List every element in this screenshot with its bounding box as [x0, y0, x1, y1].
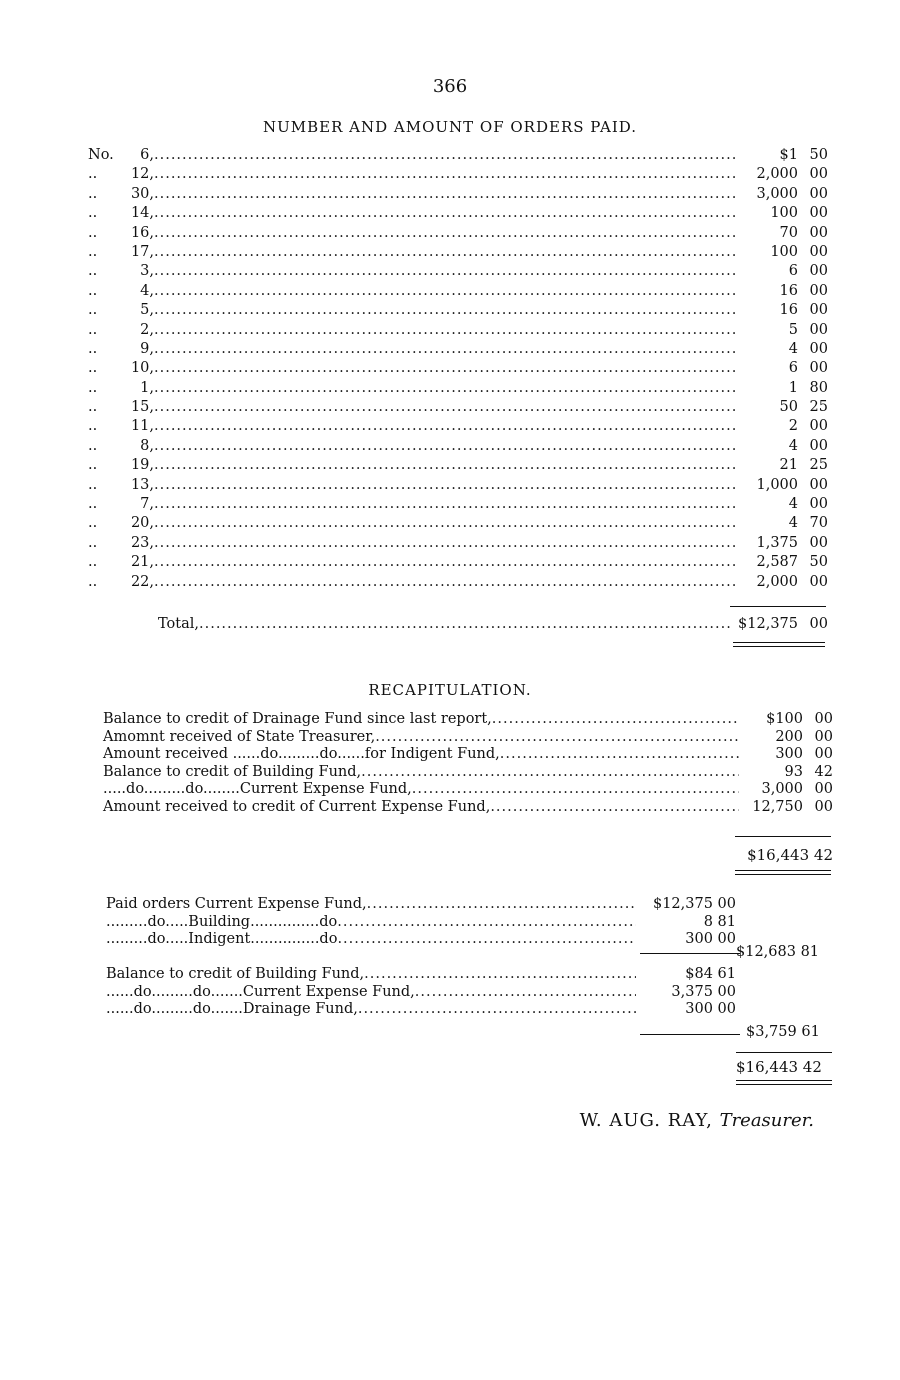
order-cents: 00: [809, 496, 828, 513]
order-cents: 00: [809, 263, 828, 280]
paid-orders-block: [106, 896, 836, 949]
order-number: 2,: [140, 321, 154, 338]
order-row: [88, 359, 828, 378]
leader-dots: [154, 398, 736, 417]
order-row: [88, 185, 828, 204]
recap-row: [103, 799, 833, 817]
order-dollars: 4: [788, 437, 798, 454]
row-label: Balance to credit of Building Fund,: [106, 966, 365, 982]
order-dollars: 70: [779, 224, 798, 241]
leader-dots: [337, 914, 636, 932]
order-cents: 00: [809, 340, 828, 357]
order-prefix: ..: [88, 321, 98, 338]
order-row: [88, 437, 828, 456]
row-amount: 300 00: [685, 1001, 736, 1017]
order-row: [88, 262, 828, 281]
orders-title: NUMBER AND AMOUNT OF ORDERS PAID.: [262, 118, 638, 136]
order-row: [88, 282, 828, 301]
balance-subtotal-rule: [640, 1034, 740, 1035]
order-dollars: 3,000: [756, 185, 798, 202]
order-cents: 00: [809, 437, 828, 454]
order-prefix: ..: [88, 205, 98, 222]
leader-dots: [154, 573, 736, 592]
order-dollars: 5: [788, 321, 798, 338]
order-dollars: 16: [779, 282, 798, 299]
leader-dots: [154, 282, 736, 301]
order-prefix: No.: [88, 147, 114, 163]
order-dollars: 2,587: [756, 554, 798, 571]
leader-dots: [154, 456, 736, 475]
order-number: 16,: [130, 224, 154, 241]
order-cents: 00: [809, 573, 828, 590]
order-dollars: 4: [788, 340, 798, 357]
leader-dots: [358, 1001, 636, 1019]
leader-dots: [337, 931, 636, 949]
order-number: 14,: [130, 205, 154, 222]
order-number: 22,: [130, 573, 154, 590]
order-prefix: ..: [88, 476, 98, 493]
leader-dots: [154, 340, 736, 359]
order-cents: 00: [809, 205, 828, 222]
order-prefix: ..: [88, 379, 98, 396]
leader-dots: [154, 301, 736, 320]
order-cents: 00: [809, 185, 828, 202]
order-row: [88, 243, 828, 262]
recap-total-rule-double-2: [735, 874, 831, 875]
paid-order-row: [106, 914, 836, 932]
order-number: 4,: [140, 282, 154, 299]
leader-dots: [154, 185, 736, 204]
leader-dots: [154, 417, 736, 436]
order-dollars: 2,000: [756, 166, 798, 183]
leader-dots: [364, 966, 636, 984]
order-dollars: 6: [788, 263, 798, 280]
orders-total-row: [158, 616, 828, 632]
order-row: [88, 553, 828, 572]
recap-table: [103, 711, 833, 816]
order-prefix: ..: [88, 437, 98, 454]
leader-dots: [154, 321, 736, 340]
leader-dots: [361, 764, 739, 782]
recap-total-rule-double-1: [735, 870, 831, 871]
leader-dots: [154, 437, 736, 456]
order-dollars: 16: [779, 302, 798, 319]
order-number: 5,: [140, 302, 154, 319]
order-cents: 50: [809, 554, 828, 571]
leader-dots: [154, 359, 736, 378]
order-prefix: ..: [88, 457, 98, 474]
order-prefix: ..: [88, 185, 98, 202]
recap-cents: 00: [814, 711, 833, 727]
order-dollars: $1: [779, 147, 798, 163]
order-cents: 70: [809, 515, 828, 532]
recap-cents: 42: [814, 763, 833, 780]
order-dollars: 50: [779, 399, 798, 416]
order-prefix: ..: [88, 302, 98, 319]
leader-dots: [154, 379, 736, 398]
leader-dots: [412, 781, 739, 799]
orders-total-rule-double-1: [733, 642, 825, 643]
recap-total-dollars: $16,443: [747, 846, 810, 864]
row-label: ......do.........do.......Drainage Fund,: [106, 1001, 358, 1017]
row-amount: 8 81: [703, 913, 736, 930]
recap-row: [103, 781, 833, 799]
order-row: [88, 224, 828, 243]
recap-label: Amomnt received of State Treasurer,: [103, 728, 376, 745]
leader-dots: [415, 984, 636, 1002]
order-prefix: ..: [88, 554, 98, 571]
order-number: 23,: [130, 534, 154, 551]
order-row: [88, 379, 828, 398]
order-cents: 25: [809, 399, 828, 416]
order-row: [88, 417, 828, 436]
order-cents: 00: [809, 302, 828, 319]
order-prefix: ..: [88, 263, 98, 280]
row-amount: 3,375 00: [671, 983, 736, 1000]
order-row: [88, 456, 828, 475]
order-cents: 00: [809, 534, 828, 551]
signature-role: Treasurer.: [719, 1110, 814, 1131]
balance-row: [106, 966, 836, 984]
leader-dots: [154, 553, 736, 572]
order-prefix: ..: [88, 496, 98, 513]
order-number: 7,: [140, 496, 154, 513]
recap-dollars: 93: [784, 763, 803, 780]
grand-total-rule-double-1: [736, 1080, 832, 1081]
leader-dots: [154, 262, 736, 281]
recap-dollars: 3,000: [761, 781, 803, 797]
order-number: 20,: [130, 515, 154, 532]
orders-table: [88, 146, 828, 592]
order-number: 10,: [130, 360, 154, 377]
order-prefix: ..: [88, 340, 98, 357]
order-dollars: 2: [788, 418, 798, 435]
row-label: Paid orders Current Expense Fund,: [106, 896, 367, 912]
leader-dots: [490, 799, 739, 817]
row-label: .........do.....Building...............do: [106, 913, 338, 930]
leader-dots: [154, 224, 736, 243]
recap-row: [103, 729, 833, 747]
order-number: 13,: [130, 476, 154, 493]
recap-row: [103, 746, 833, 764]
recap-total: [733, 846, 833, 864]
order-number: 15,: [130, 399, 154, 416]
order-prefix: ..: [88, 282, 98, 299]
orders-total-cents: 00: [809, 616, 828, 632]
order-prefix: ..: [88, 166, 98, 183]
balance-subtotal: $3,759 61: [746, 1024, 820, 1040]
order-number: 1,: [140, 379, 154, 396]
order-cents: 50: [809, 147, 828, 163]
order-number: 11,: [130, 418, 154, 435]
order-number: 21,: [130, 554, 154, 571]
order-cents: 25: [809, 457, 828, 474]
order-dollars: 100: [770, 205, 798, 222]
signature: [580, 1110, 814, 1131]
order-number: 12,: [130, 166, 154, 183]
recap-total-rule-top: [735, 836, 831, 837]
recap-cents: 00: [814, 781, 833, 797]
orders-total-dollars: $12,375: [738, 616, 798, 632]
order-row: [88, 146, 828, 165]
order-prefix: ..: [88, 573, 98, 590]
order-number: 30,: [130, 185, 154, 202]
order-number: 17,: [130, 243, 154, 260]
order-dollars: 1,375: [756, 534, 798, 551]
order-cents: 00: [809, 166, 828, 183]
balance-block: [106, 966, 836, 1019]
order-dollars: 1,000: [756, 476, 798, 493]
order-row: [88, 204, 828, 223]
signature-name: W. AUG. RAY,: [579, 1110, 713, 1131]
order-dollars: 6: [788, 360, 798, 377]
leader-dots: [154, 243, 736, 262]
order-dollars: 4: [788, 515, 798, 532]
row-amount: 300 00: [685, 931, 736, 947]
recap-dollars: $100: [766, 711, 803, 727]
leader-dots: [154, 476, 736, 495]
order-number: 19,: [130, 457, 154, 474]
order-number: 3,: [140, 263, 154, 280]
order-cents: 80: [809, 379, 828, 396]
paid-subtotal-rule: [640, 953, 740, 954]
recap-row: [103, 764, 833, 782]
grand-total-rule-top: [736, 1052, 832, 1053]
row-amount: $12,375 00: [652, 896, 736, 912]
recap-dollars: 300: [775, 746, 803, 762]
recap-label: .....do.........do........Current Expense Fund,: [103, 781, 412, 797]
order-prefix: ..: [88, 418, 98, 435]
order-cents: 00: [809, 243, 828, 260]
order-row: [88, 321, 828, 340]
leader-dots: [199, 616, 730, 632]
leader-dots: [375, 729, 739, 747]
recap-label: Amount received to credit of Current Expense Fund,: [103, 798, 491, 815]
order-cents: 00: [809, 224, 828, 241]
orders-total-rule-double-2: [733, 646, 825, 647]
order-number: 8,: [140, 437, 154, 454]
recap-row: [103, 711, 833, 729]
orders-total-rule-top: [730, 606, 826, 607]
recap-title: RECAPITULATION.: [368, 681, 532, 699]
leader-dots: [154, 514, 736, 533]
order-cents: 00: [809, 321, 828, 338]
order-row: [88, 165, 828, 184]
leader-dots: [500, 746, 739, 764]
grand-total-rule-double-2: [736, 1084, 832, 1085]
order-cents: 00: [809, 282, 828, 299]
order-number: 6,: [140, 147, 154, 163]
order-prefix: ..: [88, 360, 98, 377]
orders-total-label: Total,: [158, 616, 199, 632]
order-prefix: ..: [88, 399, 98, 416]
recap-cents: 00: [814, 746, 833, 762]
order-row: [88, 301, 828, 320]
row-amount: $84 61: [685, 966, 736, 982]
recap-dollars: 12,750: [752, 798, 803, 815]
leader-dots: [154, 204, 736, 223]
recap-label: Balance to credit of Drainage Fund since last report,: [103, 711, 492, 727]
order-dollars: 4: [788, 496, 798, 513]
order-dollars: 2,000: [756, 573, 798, 590]
order-cents: 00: [809, 418, 828, 435]
order-number: 9,: [140, 340, 154, 357]
recap-label: Amount received ......do.........do......for Indigent Fund,: [103, 746, 500, 762]
balance-row: [106, 984, 836, 1002]
order-cents: 00: [809, 476, 828, 493]
leader-dots: [492, 711, 739, 729]
balance-row: [106, 1001, 836, 1019]
order-row: [88, 573, 828, 592]
order-prefix: ..: [88, 224, 98, 241]
order-dollars: 100: [770, 243, 798, 260]
leader-dots: [154, 146, 736, 165]
order-row: [88, 340, 828, 359]
order-dollars: 21: [779, 457, 798, 474]
leader-dots: [154, 495, 736, 514]
order-cents: 00: [809, 360, 828, 377]
leader-dots: [154, 165, 736, 184]
row-label: .........do.....Indigent...............do: [106, 931, 338, 947]
paid-order-row: [106, 931, 836, 949]
order-dollars: 1: [788, 379, 798, 396]
order-row: [88, 495, 828, 514]
recap-label: Balance to credit of Building Fund,: [103, 763, 362, 780]
recap-cents: 00: [814, 798, 833, 815]
leader-dots: [367, 896, 636, 914]
recap-cents: 00: [814, 728, 833, 745]
row-label: ......do.........do.......Current Expense Fund,: [106, 983, 415, 1000]
recap-total-cents: 42: [813, 846, 833, 864]
paid-subtotal: $12,683 81: [736, 944, 820, 960]
leader-dots: [154, 534, 736, 553]
order-row: [88, 514, 828, 533]
order-row: [88, 398, 828, 417]
order-prefix: ..: [88, 243, 98, 260]
paid-order-row: [106, 896, 836, 914]
page-number: 366: [432, 76, 468, 97]
grand-total: $16,443 42: [736, 1058, 822, 1076]
recap-dollars: 200: [775, 728, 803, 745]
order-prefix: ..: [88, 534, 98, 551]
order-row: [88, 534, 828, 553]
order-row: [88, 476, 828, 495]
order-prefix: ..: [88, 515, 98, 532]
